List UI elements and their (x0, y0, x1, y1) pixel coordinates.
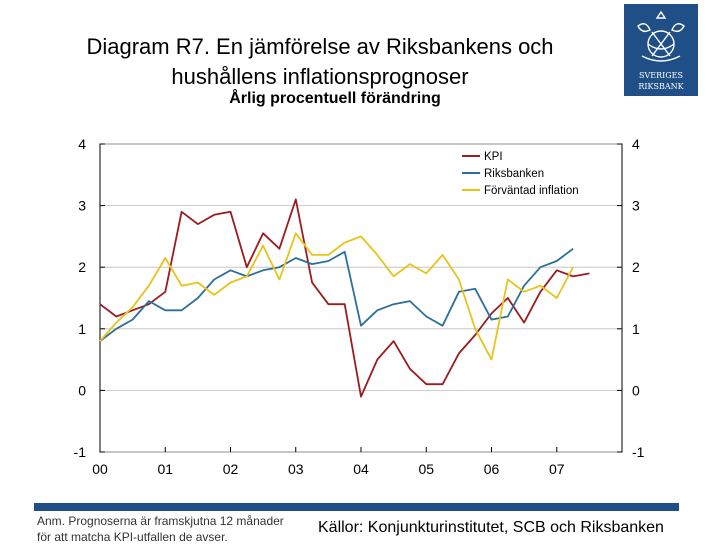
x-tick-label: 07 (548, 461, 565, 477)
note-line-1: Anm. Prognoserna är framskjutna 12 månader (37, 514, 284, 528)
series-line (100, 233, 573, 359)
logo-text-2: RIKSBANK (638, 82, 684, 91)
logo-text-1: SVERIGES (639, 71, 683, 80)
legend-label: Riksbanken (484, 168, 545, 180)
y-tick-label-right: 3 (632, 197, 640, 214)
y-tick-label-right: 4 (632, 136, 640, 152)
x-tick-label: 06 (483, 461, 500, 477)
chart-note (37, 513, 284, 545)
x-tick-label: 02 (222, 461, 239, 477)
title-line-2: hushållens inflationsprognoser (171, 64, 469, 89)
y-tick-label-right: -1 (632, 444, 645, 460)
x-tick-label: 00 (92, 461, 108, 477)
sources-text: Källor: Konjunkturinstitutet, SCB och Riksbanken (318, 519, 664, 536)
inflation-line-chart (0, 120, 720, 480)
note-line-2: för att matcha KPI-utfallen de avser. (37, 530, 228, 544)
x-tick-label: 04 (353, 461, 369, 477)
y-tick-label-left: 2 (78, 259, 86, 276)
page-title (20, 32, 620, 92)
y-tick-label-right: 0 (632, 382, 640, 399)
y-tick-label-left: -1 (73, 444, 86, 460)
title-line-1: Diagram R7. En jämförelse av Riksbankens och (86, 34, 554, 59)
x-tick-label: 01 (157, 461, 174, 477)
bottom-divider-bar (34, 503, 679, 511)
y-tick-label-right: 2 (632, 259, 640, 276)
y-tick-label-left: 4 (78, 136, 86, 152)
chart-subtitle: Årlig procentuell förändring (229, 90, 441, 107)
y-tick-label-left: 1 (78, 320, 86, 337)
legend-label: Förväntad inflation (484, 185, 579, 197)
series-line (100, 199, 589, 396)
y-tick-label-right: 1 (632, 320, 640, 337)
riksbank-logo (624, 4, 698, 96)
legend-label: KPI (484, 151, 503, 163)
x-tick-label: 05 (418, 461, 435, 477)
y-tick-label-left: 0 (78, 382, 86, 399)
x-tick-label: 03 (287, 461, 304, 477)
y-tick-label-left: 3 (78, 197, 86, 214)
